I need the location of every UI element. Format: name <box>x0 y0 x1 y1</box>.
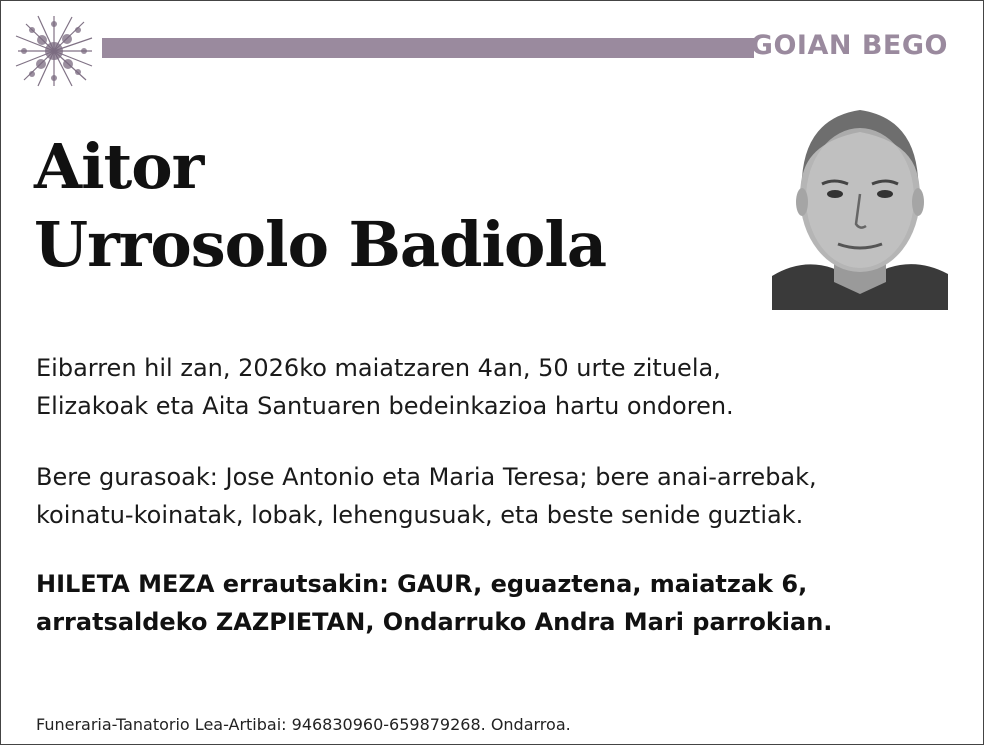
funeral-mass-line: HILETA MEZA errautsakin: GAUR, eguaztena, maiatzak 6, <box>36 570 808 598</box>
funeral-mass-line: arratsaldeko ZAZPIETAN, Ondarruko Andra Mari parrokian. <box>36 608 833 636</box>
death-notice-paragraph <box>36 349 956 425</box>
header-title: GOIAN BEGO <box>750 30 948 61</box>
family-paragraph <box>36 458 956 534</box>
deceased-name <box>34 128 606 284</box>
death-notice-line: Eibarren hil zan, 2026ko maiatzaren 4an, 50 urte zituela, <box>36 354 721 382</box>
portrait-photo-icon <box>772 98 948 310</box>
header-bar <box>102 38 754 58</box>
family-line: koinatu-koinatak, lobak, lehengusuak, eta beste senide guztiak. <box>36 501 804 529</box>
funeral-mass-paragraph <box>36 565 956 641</box>
death-notice-line: Elizakoak eta Aita Santuaren bedeinkazioa hartu ondoren. <box>36 392 734 420</box>
family-line: Bere gurasoak: Jose Antonio eta Maria Teresa; bere anai-arrebak, <box>36 463 817 491</box>
deceased-surnames: Urrosolo Badiola <box>34 208 607 281</box>
deceased-first-name: Aitor <box>34 130 204 203</box>
flower-ornament-icon <box>12 12 96 90</box>
funeral-home-footer: Funeraria-Tanatorio Lea-Artibai: 946830960-659879268. Ondarroa. <box>36 715 571 734</box>
